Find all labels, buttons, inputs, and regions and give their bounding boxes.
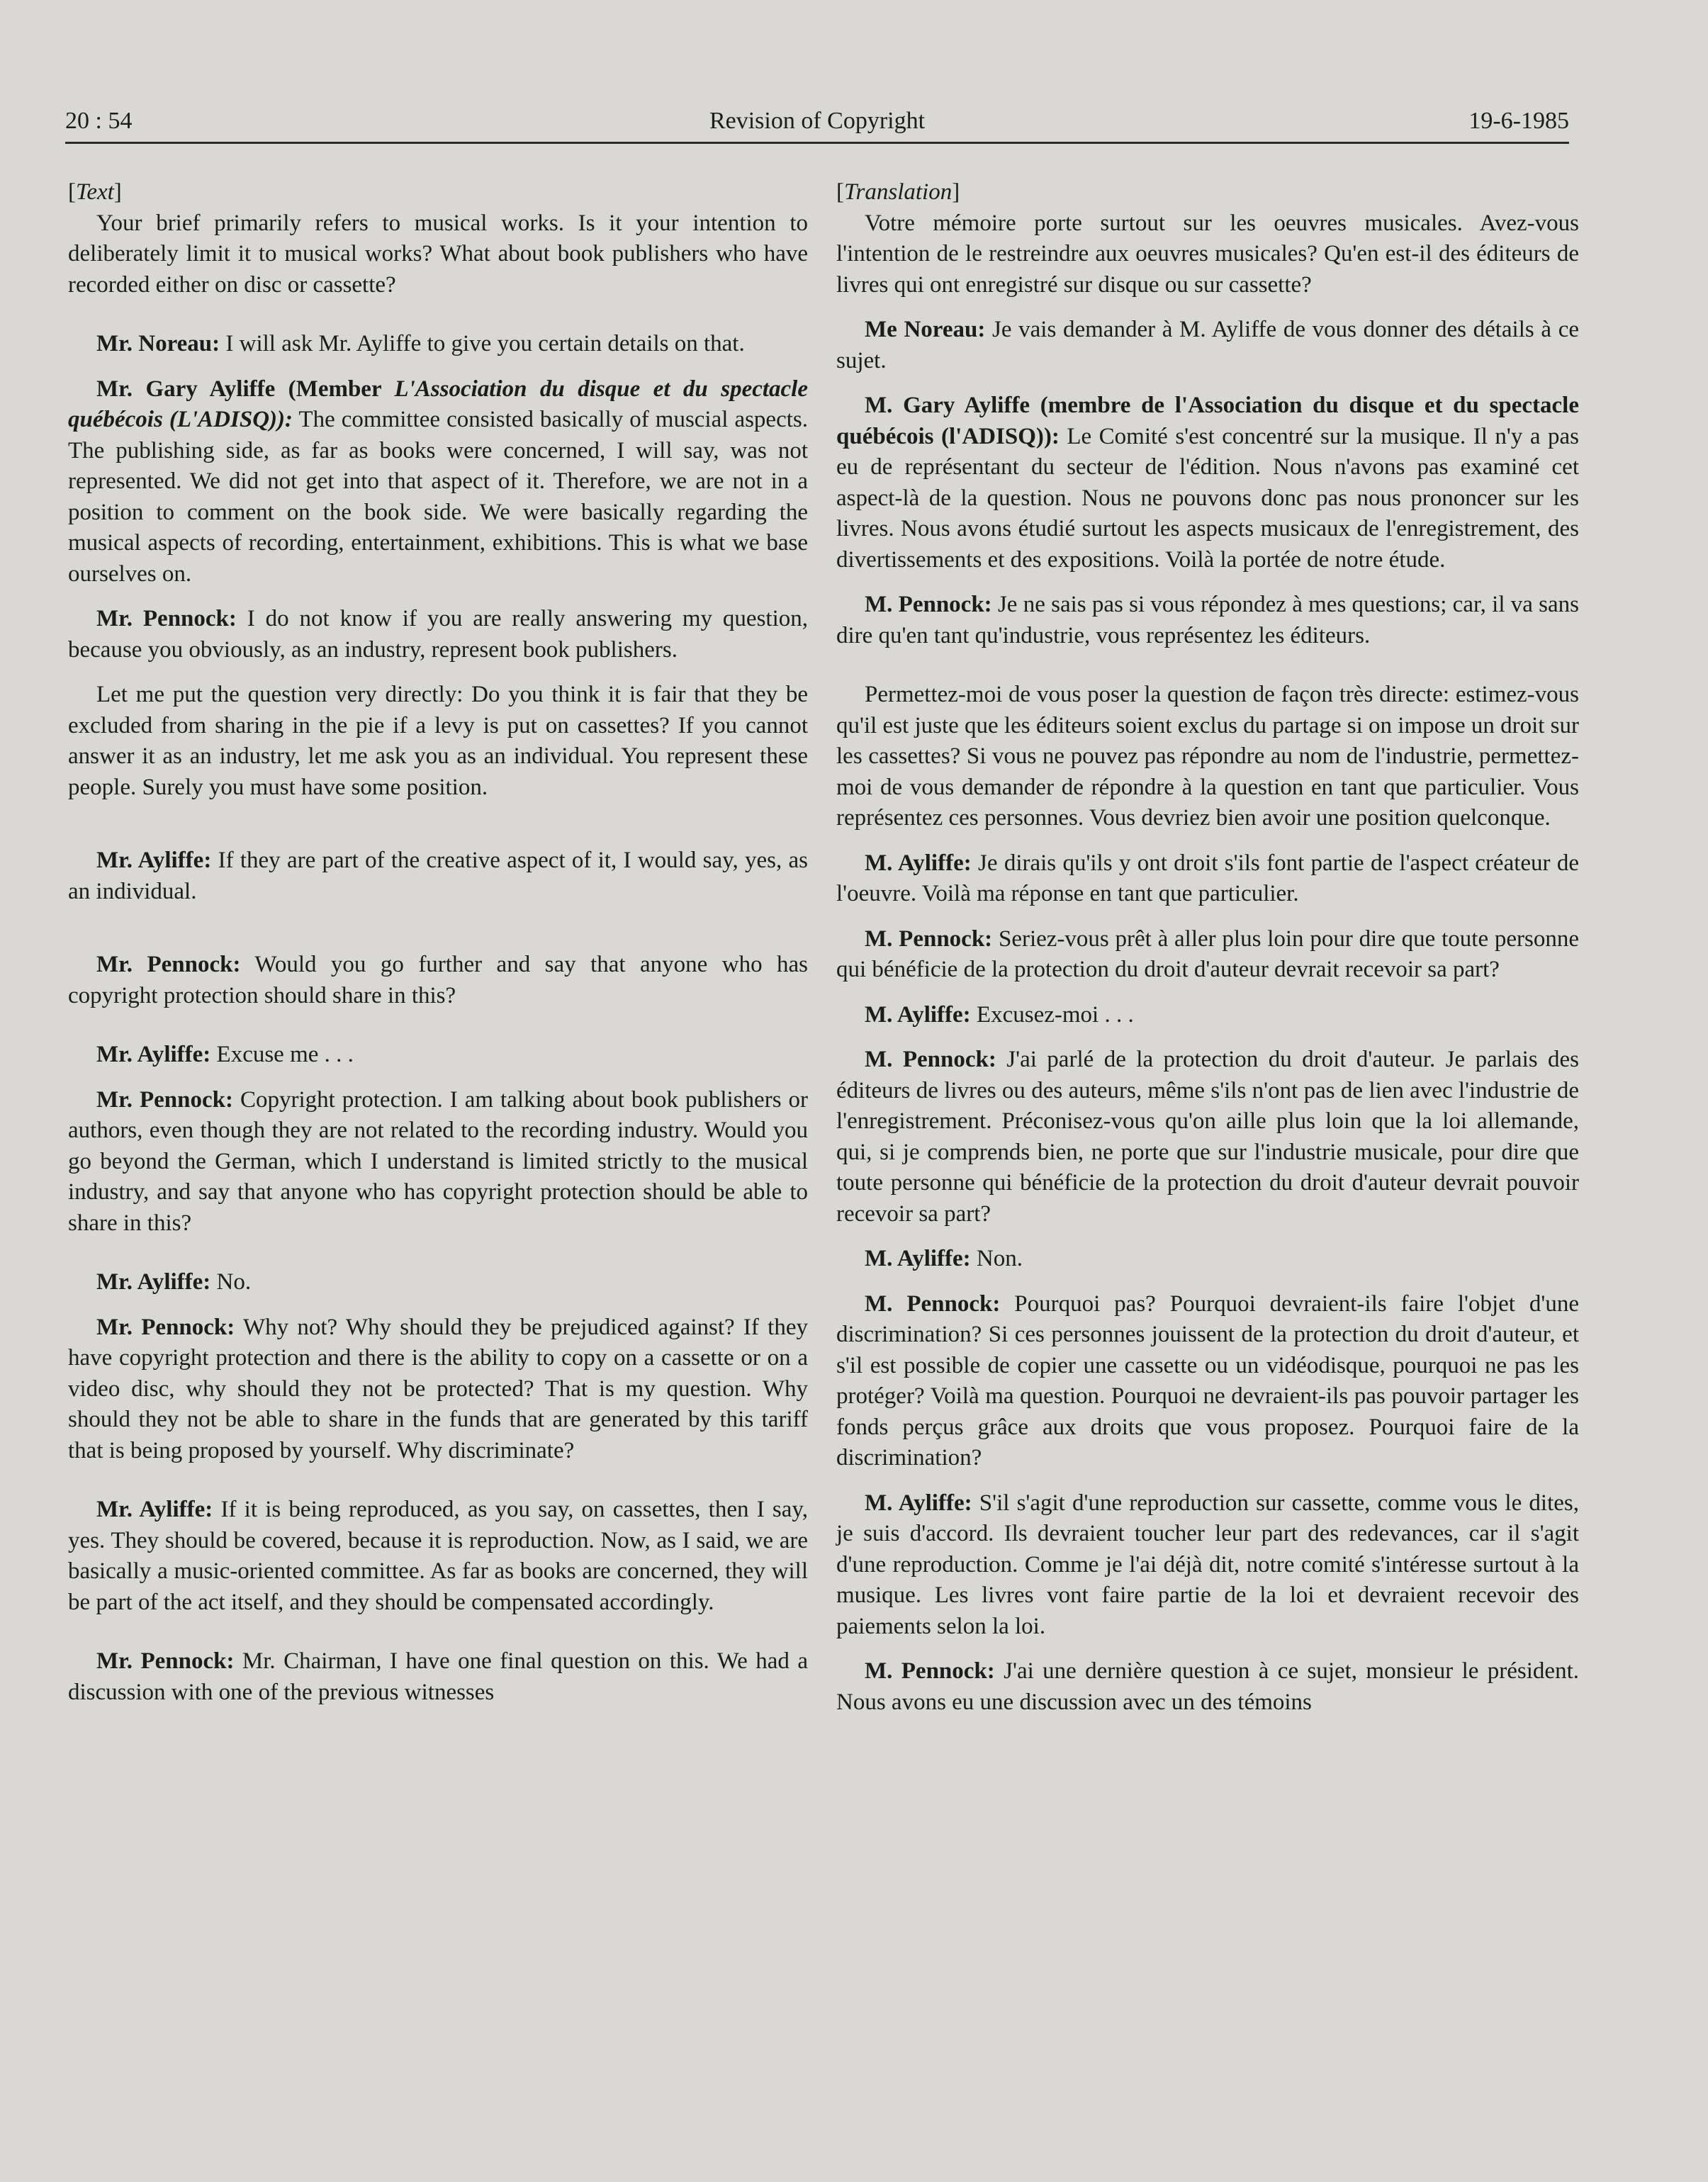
header-date: 19-6-1985 — [1468, 108, 1569, 134]
paragraph: M. Ayliffe: Excusez-moi . . . — [865, 1001, 1134, 1028]
paragraph: Mr. Pennock: I do not know if you are really answering my question, because you obviously, as an industry, represent book publishers. — [68, 606, 809, 663]
speaker-name: M. Pennock: — [865, 926, 993, 952]
paragraph: Mr. Ayliffe: No. — [96, 1269, 252, 1295]
paragraph: M. Pennock: J'ai une dernière question à ce sujet, monsieur le président. Nous avons eu une discussion avec un des témoins — [836, 1658, 1579, 1715]
speaker-name: Mr. Ayliffe: — [96, 1042, 211, 1067]
paragraph: M. Ayliffe: Je dirais qu'ils y ont droit s'ils font partie de l'aspect créateur de l'oeuvre. Voilà ma réponse en tant que particulier. — [836, 850, 1579, 906]
paragraph: M. Ayliffe: S'il s'agit d'une reproduction sur cassette, comme vous le dites, je suis d'accord. Ils devraient toucher leur part des redevances, car il s'agit d'une reproduction. Comme je l'ai déjà dit, notre comité s'intéresse surtout à la musique. Les livres vont faire partie de la loi et devraient recevoir des paiements selon la loi. — [836, 1490, 1579, 1639]
paragraph: Mr. Ayliffe: Excuse me . . . — [96, 1042, 354, 1067]
paragraph: Your brief primarily refers to musical works. Is it your intention to deliberately limit it to musical works? What about book publishers who have recorded either on disc or cassette? — [68, 210, 808, 298]
paragraph: Let me put the question very directly: Do you think it is fair that they be excluded from sharing in the pie if a levy is put on cassettes? If you cannot answer it as an industry, let me ask you as an individual. You represent these people. Surely you must have some position. — [68, 682, 808, 800]
speaker-name: Mr. Noreau: — [96, 331, 220, 356]
speaker-name: M. Ayliffe: — [865, 1246, 971, 1271]
speaker-name: Mr. Pennock: — [96, 1086, 233, 1113]
speaker-name: Mr. Pennock: — [96, 1314, 235, 1340]
speaker-name: Mr. Ayliffe: — [96, 848, 212, 873]
section-marker: [Translation] — [836, 179, 960, 205]
page-header — [65, 103, 1569, 144]
paragraph: Mr. Pennock: Would you go further and say that anyone who has copyright protection should share in this? — [68, 952, 808, 1008]
paragraph: Me Noreau: Je vais demander à M. Ayliffe de vous donner des détails à ce sujet. — [836, 317, 1580, 373]
paragraph: Mr. Gary Ayliffe (Member L'Association du disque et du spectacle québécois (L'ADISQ)): The committee consisted basically of muscial aspects. The publishing side, as far as books were concerned, I will say, was not represented. We did not get into that aspect of it. Therefore, we are not in a position to comment on the book side. We were basically regarding the musical aspects of recording, entertainment, exhibitions. This is what we base ourselves on. — [68, 376, 808, 587]
paragraph: M. Ayliffe: Non. — [865, 1246, 1023, 1271]
paragraph: Mr. Noreau: I will ask Mr. Ayliffe to give you certain details on that. — [96, 331, 745, 356]
speaker-name: Mr. Gary Ayliffe (Member — [96, 376, 395, 402]
speaker-name: Mr. Pennock: — [96, 952, 241, 977]
running-title: Revision of Copyright — [709, 108, 926, 134]
speaker-name: M. Ayliffe: — [865, 1490, 972, 1516]
paragraph: Mr. Pennock: Copyright protection. I am talking about book publishers or authors, even though they are not related to the recording industry. Would you go beyond the German, which I understand is limited strictly to the musical industry, and say that anyone who has copyright protection should be able to share in this? — [68, 1086, 808, 1236]
speaker-name: M. Ayliffe: — [865, 850, 972, 876]
speaker-name: M. Pennock: — [865, 1658, 995, 1684]
speaker-name: Mr. Ayliffe: — [96, 1269, 211, 1295]
english-column — [68, 177, 808, 1722]
paragraph: Mr. Pennock: Mr. Chairman, I have one final question on this. We had a discussion with one of the previous witnesses — [68, 1648, 808, 1705]
speaker-name: Mr. Pennock: — [96, 606, 237, 631]
page-number: 20 : 54 — [65, 108, 133, 134]
french-column — [836, 177, 1579, 1732]
speaker-name: Mr. Pennock: — [96, 1648, 235, 1674]
speaker-name: M. Pennock: — [865, 1290, 1001, 1317]
paragraph: Permettez-moi de vous poser la question de façon très directe: estimez-vous qu'il est juste que les éditeurs soient exclus du partage si on impose un droit sur les cassettes? Si vous ne pouvez pas répondre au nom de l'industrie, permettez-moi de vous demander de répondre à la question en tant que particulier. Vous représentez ces personnes. Vous devriez bien avoir une position quelconque. — [836, 682, 1580, 831]
paragraph: M. Pennock: Pourquoi pas? Pourquoi devraient-ils faire l'objet d'une discrimination? Si ces personnes jouissent de la protection du droit d'auteur, et s'il est possible de copier une cassette ou un vidéodisque, pourquoi ne pas les protéger? Voilà ma question. Pourquoi ne devraient-ils pas pouvoir partager les fonds perçus grâce aux droits que vous proposez. Pourquoi faire de la discrimination? — [836, 1290, 1579, 1470]
paragraph: Votre mémoire porte surtout sur les oeuvres musicales. Avez-vous l'intention de le restreindre aux oeuvres musicales? Qu'en est-il des éditeurs de livres qui ont enregistré sur disque ou sur cassette? — [836, 210, 1579, 298]
paragraph: Mr. Pennock: Why not? Why should they be prejudiced against? If they have copyright protection and there is the ability to copy on a cassette or on a video disc, why should they not be protected? That is my question. Why should they not be able to share in the funds that are generated by this tariff that is being proposed by yourself. Why discriminate? — [68, 1314, 808, 1463]
speaker-name: M. Pennock: — [865, 592, 992, 617]
paragraph: Mr. Ayliffe: If they are part of the creative aspect of it, I would say, yes, as an individual. — [68, 848, 808, 904]
speaker-name: M. Pennock: — [865, 1047, 996, 1072]
paragraph: Mr. Ayliffe: If it is being reproduced, as you say, on cassettes, then I say, yes. They should be covered, because it is reproduction. Now, as I said, we are basically a music-oriented committee. As far as books are concerned, they will be part of the act itself, and they should be compensated accordingly. — [68, 1497, 809, 1615]
speaker-name: M. Ayliffe: — [865, 1001, 971, 1028]
paragraph: M. Pennock: Seriez-vous prêt à aller plus loin pour dire que toute personne qui bénéficie de la protection du droit d'auteur devrait recevoir sa part? — [836, 926, 1579, 982]
speaker-name: Me Noreau: — [865, 317, 986, 342]
speaker-affiliation: L'Association du disque et du spectacle québécois (L'ADISQ)): — [68, 376, 808, 432]
section-marker: [Text] — [68, 179, 122, 205]
paragraph: M. Gary Ayliffe (membre de l'Association du disque et du spectacle québécois (l'ADISQ)): Le Comité s'est concentré sur la musique. Il n'y a pas eu de représentant du secteur de l'édition. Nous n'avons pas examiné cet aspect-là de la question. Nous ne pouvons donc pas nous prononcer sur les livres. Nous avons étudié surtout les aspects musicaux de l'enregistrement, des divertissements et des expositions. Voilà la portée de notre étude. — [836, 393, 1579, 573]
paragraph: M. Pennock: Je ne sais pas si vous répondez à mes questions; car, il va sans dire qu'en tant qu'industrie, vous représentez les éditeurs. — [836, 592, 1579, 648]
speaker-name: Mr. Ayliffe: — [96, 1497, 213, 1522]
paragraph: M. Pennock: J'ai parlé de la protection du droit d'auteur. Je parlais des éditeurs de livres ou des auteurs, même s'ils n'ont pas de lien avec l'industrie de l'enregistrement. Préconisez-vous qu'on aille plus loin que la loi allemande, qui, si je comprends bien, ne porte que sur l'industrie musicale, pour dire que toute personne qui bénéficie de la protection du droit d'auteur devrait pouvoir recevoir sa part? — [836, 1047, 1579, 1227]
speaker-name: M. Gary Ayliffe (membre de l'Association du disque et du spectacle québécois (l'ADISQ)): — [836, 393, 1579, 449]
